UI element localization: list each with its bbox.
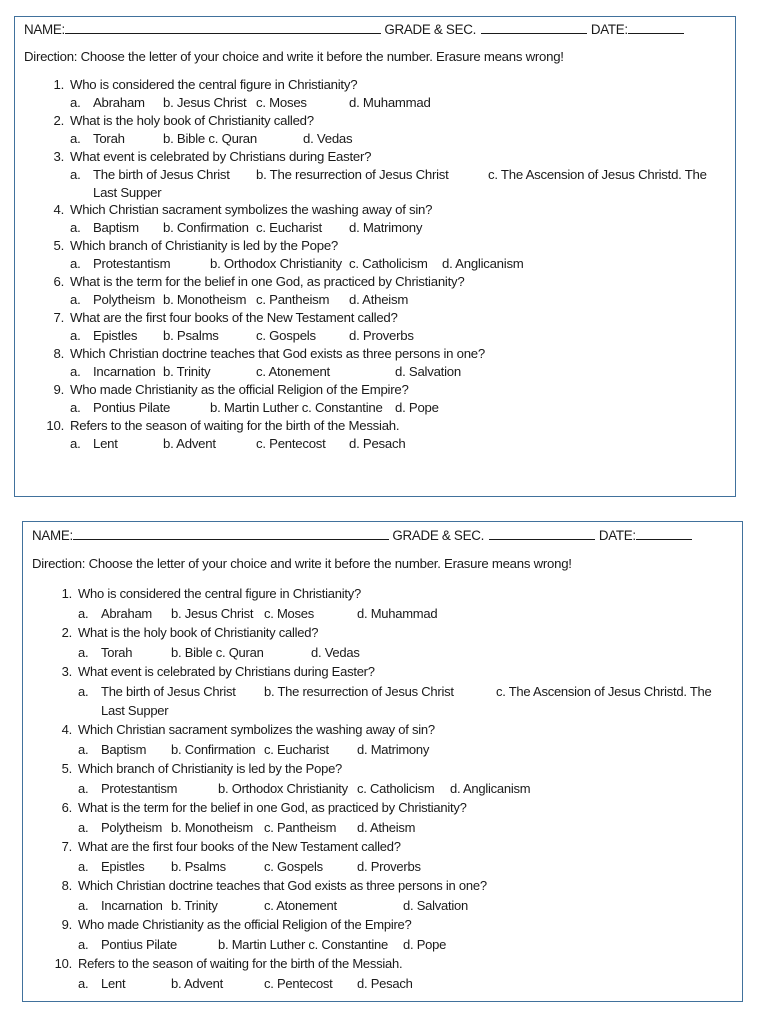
question-number: 8. bbox=[53, 346, 64, 361]
option-choice: d. Salvation bbox=[395, 364, 461, 379]
option-choice: c. Gospels bbox=[264, 858, 323, 874]
option-choice: Epistles bbox=[101, 858, 145, 874]
question-text: Which Christian doctrine teaches that God exists as three persons in one? bbox=[78, 878, 487, 893]
grade-label: GRADE & SEC. bbox=[384, 22, 476, 37]
option-continuation: Last Supper bbox=[101, 703, 169, 718]
option-choice: b. Martin Luther c. Constantine bbox=[210, 400, 383, 415]
question-number: 5. bbox=[53, 238, 64, 253]
options-row bbox=[15, 94, 735, 112]
option-choice: Polytheism bbox=[93, 292, 155, 307]
option-letter-a: a. bbox=[78, 975, 89, 991]
option-choice: c. Gospels bbox=[256, 328, 316, 343]
question-item bbox=[15, 273, 735, 309]
option-choice: b. The resurrection of Jesus Christ bbox=[264, 683, 454, 699]
grade-label: GRADE & SEC. bbox=[392, 528, 484, 543]
question-item bbox=[15, 309, 735, 345]
option-choice: d. Salvation bbox=[403, 897, 468, 913]
name-field[interactable] bbox=[73, 528, 389, 540]
date-label: DATE: bbox=[590, 22, 628, 37]
option-choice: d. Atheism bbox=[349, 292, 409, 307]
option-letter-a: a. bbox=[70, 436, 81, 451]
option-choice: Abraham bbox=[93, 95, 145, 110]
question-item bbox=[15, 201, 735, 237]
question-item bbox=[23, 584, 742, 623]
question-text: Which branch of Christianity is led by the Pope? bbox=[70, 238, 339, 253]
question-item bbox=[15, 417, 735, 453]
option-choice: b. Jesus Christ bbox=[163, 95, 247, 110]
option-choice: d. Matrimony bbox=[349, 220, 423, 235]
options-row bbox=[23, 896, 742, 916]
option-choice: Abraham bbox=[101, 605, 152, 621]
option-choice: b. Psalms bbox=[163, 328, 219, 343]
question-number: 9. bbox=[53, 382, 64, 397]
option-choice: d. Muhammad bbox=[357, 605, 438, 621]
question-number: 9. bbox=[61, 917, 72, 932]
option-choice: b. Monotheism bbox=[163, 292, 247, 307]
option-letter-a: a. bbox=[78, 741, 89, 757]
header-line bbox=[32, 528, 734, 543]
option-choice: d. Anglicanism bbox=[442, 256, 524, 271]
option-choice: b. Confirmation bbox=[163, 220, 249, 235]
question-item bbox=[23, 876, 742, 915]
question-item bbox=[23, 798, 742, 837]
options-row bbox=[15, 166, 735, 184]
option-letter-a: a. bbox=[70, 220, 81, 235]
question-number: 6. bbox=[61, 800, 72, 815]
question-text: What are the first four books of the New Testament called? bbox=[78, 839, 401, 854]
question-item bbox=[23, 623, 742, 662]
option-choice: c. Eucharist bbox=[264, 741, 329, 757]
question-number: 3. bbox=[53, 149, 64, 164]
quiz-sheet-bottom bbox=[22, 521, 743, 1002]
question-number: 6. bbox=[53, 274, 64, 289]
question-text: What is the holy book of Christianity called? bbox=[78, 625, 319, 640]
option-choice: b. Bible c. Quran bbox=[163, 131, 257, 146]
question-text: Who is considered the central figure in Christianity? bbox=[70, 77, 358, 92]
date-field[interactable] bbox=[636, 528, 692, 540]
option-choice: d. Pesach bbox=[349, 436, 406, 451]
option-choice: d. Proverbs bbox=[349, 328, 414, 343]
option-choice: c. The Ascension of Jesus Christd. The bbox=[488, 167, 707, 182]
question-number: 5. bbox=[61, 761, 72, 776]
option-letter-a: a. bbox=[70, 364, 81, 379]
question-item bbox=[23, 954, 742, 993]
options-row bbox=[23, 740, 742, 760]
option-choice: Protestantism bbox=[101, 780, 178, 796]
option-choice: Protestantism bbox=[93, 256, 171, 271]
question-text: What are the first four books of the New Testament called? bbox=[70, 310, 398, 325]
question-text: Who made Christianity as the official Religion of the Empire? bbox=[70, 382, 409, 397]
question-number: 1. bbox=[53, 77, 64, 92]
question-item bbox=[15, 345, 735, 381]
option-choice: b. Monotheism bbox=[171, 819, 254, 835]
option-continuation: Last Supper bbox=[93, 185, 162, 200]
question-text: What is the term for the belief in one God, as practiced by Christianity? bbox=[70, 274, 465, 289]
option-choice: c. Catholicism bbox=[357, 780, 435, 796]
options-row bbox=[23, 779, 742, 799]
question-text: Refers to the season of waiting for the birth of the Messiah. bbox=[70, 418, 400, 433]
question-list bbox=[15, 76, 735, 453]
option-choice: c. Moses bbox=[264, 605, 315, 621]
question-text: Which Christian sacrament symbolizes the washing away of sin? bbox=[70, 202, 433, 217]
option-choice: b. Advent bbox=[163, 436, 216, 451]
question-number: 7. bbox=[61, 839, 72, 854]
option-letter-a: a. bbox=[70, 167, 81, 182]
question-number: 10. bbox=[54, 956, 72, 971]
option-choice: c. The Ascension of Jesus Christd. The bbox=[496, 683, 712, 699]
option-choice: b. Trinity bbox=[171, 897, 218, 913]
options-row bbox=[23, 974, 742, 994]
question-item bbox=[15, 148, 735, 201]
option-choice: d. Pope bbox=[395, 400, 439, 415]
option-choice: b. Confirmation bbox=[171, 741, 256, 757]
question-number: 7. bbox=[53, 310, 64, 325]
option-letter-a: a. bbox=[70, 292, 81, 307]
option-choice: c. Pentecost bbox=[256, 436, 326, 451]
direction-text: Direction: Choose the letter of your choice and write it before the number. Erasure means wrong! bbox=[32, 556, 572, 571]
options-row bbox=[23, 604, 742, 624]
option-choice: c. Pentecost bbox=[264, 975, 333, 991]
name-field[interactable] bbox=[65, 22, 381, 34]
option-choice: b. Orthodox Christianity bbox=[218, 780, 348, 796]
option-choice: b. Jesus Christ bbox=[171, 605, 254, 621]
question-item bbox=[15, 76, 735, 112]
option-letter-a: a. bbox=[78, 897, 89, 913]
date-label: DATE: bbox=[598, 528, 636, 543]
question-text: Which branch of Christianity is led by the Pope? bbox=[78, 761, 343, 776]
question-number: 2. bbox=[53, 113, 64, 128]
option-choice: b. Martin Luther c. Constantine bbox=[218, 936, 389, 952]
option-letter-a: a. bbox=[70, 95, 81, 110]
options-row bbox=[15, 219, 735, 237]
options-row bbox=[15, 363, 735, 381]
options-row bbox=[15, 130, 735, 148]
option-choice: Baptism bbox=[93, 220, 139, 235]
option-choice: b. The resurrection of Jesus Christ bbox=[256, 167, 449, 182]
option-letter-a: a. bbox=[78, 936, 89, 952]
option-choice: Pontius Pilate bbox=[93, 400, 171, 415]
option-letter-a: a. bbox=[78, 644, 89, 660]
header-line bbox=[24, 22, 727, 37]
question-number: 10. bbox=[46, 418, 64, 433]
options-row bbox=[15, 291, 735, 309]
option-choice: d. Proverbs bbox=[357, 858, 421, 874]
question-item bbox=[23, 837, 742, 876]
option-choice: d. Atheism bbox=[357, 819, 416, 835]
name-label: NAME: bbox=[32, 528, 73, 543]
options-row bbox=[23, 682, 742, 702]
question-item bbox=[23, 720, 742, 759]
question-number: 1. bbox=[61, 586, 72, 601]
option-letter-a: a. bbox=[70, 328, 81, 343]
option-choice: d. Pope bbox=[403, 936, 447, 952]
question-number: 8. bbox=[61, 878, 72, 893]
date-field[interactable] bbox=[628, 22, 684, 34]
option-choice: Lent bbox=[93, 436, 118, 451]
options-row bbox=[15, 399, 735, 417]
question-item bbox=[15, 112, 735, 148]
quiz-sheet-top bbox=[14, 16, 736, 497]
question-text: What is the holy book of Christianity called? bbox=[70, 113, 314, 128]
question-text: Which Christian doctrine teaches that God exists as three persons in one? bbox=[70, 346, 485, 361]
option-choice: Torah bbox=[93, 131, 125, 146]
option-choice: d. Pesach bbox=[357, 975, 413, 991]
option-choice: c. Pantheism bbox=[256, 292, 330, 307]
question-text: What event is celebrated by Christians during Easter? bbox=[70, 149, 372, 164]
direction-text: Direction: Choose the letter of your choice and write it before the number. Erasure means wrong! bbox=[24, 49, 564, 64]
name-label: NAME: bbox=[24, 22, 65, 37]
option-letter-a: a. bbox=[78, 780, 89, 796]
options-row bbox=[23, 818, 742, 838]
option-choice: d. Matrimony bbox=[357, 741, 430, 757]
option-choice: The birth of Jesus Christ bbox=[101, 683, 236, 699]
option-choice: b. Bible c. Quran bbox=[171, 644, 264, 660]
option-choice: Polytheism bbox=[101, 819, 163, 835]
option-letter-a: a. bbox=[70, 256, 81, 271]
option-choice: c. Atonement bbox=[264, 897, 337, 913]
option-letter-a: a. bbox=[78, 605, 89, 621]
option-choice: c. Moses bbox=[256, 95, 307, 110]
option-choice: d. Vedas bbox=[311, 644, 360, 660]
options-row bbox=[23, 935, 742, 955]
question-text: Who is considered the central figure in Christianity? bbox=[78, 586, 362, 601]
question-text: What is the term for the belief in one God, as practiced by Christianity? bbox=[78, 800, 467, 815]
question-item bbox=[23, 759, 742, 798]
question-item bbox=[23, 915, 742, 954]
question-text: Who made Christianity as the official Religion of the Empire? bbox=[78, 917, 412, 932]
option-choice: c. Catholicism bbox=[349, 256, 428, 271]
option-choice: Incarnation bbox=[101, 897, 163, 913]
grade-field[interactable] bbox=[481, 22, 587, 34]
options-row bbox=[23, 643, 742, 663]
option-choice: Pontius Pilate bbox=[101, 936, 177, 952]
question-text: Which Christian sacrament symbolizes the washing away of sin? bbox=[78, 722, 435, 737]
option-choice: c. Eucharist bbox=[256, 220, 322, 235]
option-choice: c. Atonement bbox=[256, 364, 330, 379]
question-item bbox=[15, 237, 735, 273]
option-letter-a: a. bbox=[78, 858, 89, 874]
question-number: 4. bbox=[53, 202, 64, 217]
options-row bbox=[15, 327, 735, 345]
option-letter-a: a. bbox=[70, 400, 81, 415]
question-item bbox=[23, 662, 742, 720]
option-choice: d. Vedas bbox=[303, 131, 353, 146]
option-choice: b. Trinity bbox=[163, 364, 211, 379]
option-choice: Lent bbox=[101, 975, 126, 991]
option-choice: The birth of Jesus Christ bbox=[93, 167, 230, 182]
option-letter-a: a. bbox=[78, 683, 89, 699]
grade-field[interactable] bbox=[489, 528, 595, 540]
question-number: 3. bbox=[61, 664, 72, 679]
options-row bbox=[15, 255, 735, 273]
options-row bbox=[23, 857, 742, 877]
question-number: 4. bbox=[61, 722, 72, 737]
option-choice: Incarnation bbox=[93, 364, 156, 379]
question-number: 2. bbox=[61, 625, 72, 640]
option-choice: Epistles bbox=[93, 328, 138, 343]
option-letter-a: a. bbox=[70, 131, 81, 146]
question-item bbox=[15, 381, 735, 417]
option-letter-a: a. bbox=[78, 819, 89, 835]
option-choice: Baptism bbox=[101, 741, 147, 757]
question-list bbox=[23, 584, 742, 993]
question-text: What event is celebrated by Christians during Easter? bbox=[78, 664, 375, 679]
options-row bbox=[15, 435, 735, 453]
option-choice: d. Anglicanism bbox=[450, 780, 531, 796]
option-choice: Torah bbox=[101, 644, 133, 660]
option-choice: b. Advent bbox=[171, 975, 223, 991]
question-text: Refers to the season of waiting for the birth of the Messiah. bbox=[78, 956, 403, 971]
option-choice: d. Muhammad bbox=[349, 95, 431, 110]
option-choice: c. Pantheism bbox=[264, 819, 337, 835]
option-choice: b. Psalms bbox=[171, 858, 226, 874]
option-choice: b. Orthodox Christianity bbox=[210, 256, 342, 271]
